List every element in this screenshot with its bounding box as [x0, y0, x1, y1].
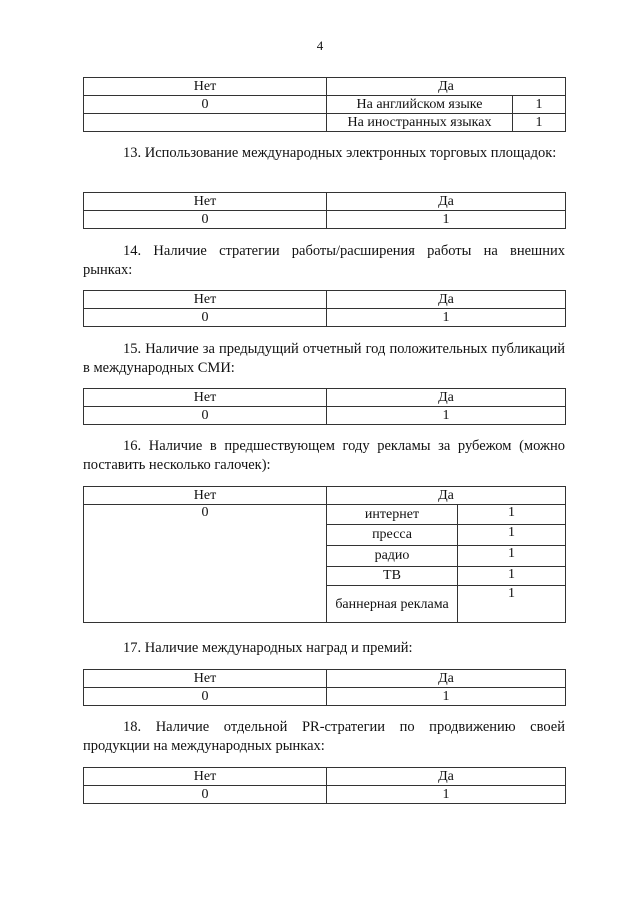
yes-header: Да: [327, 487, 566, 505]
question-18-table: [83, 767, 566, 804]
no-header: Нет: [84, 389, 327, 407]
table-row: [84, 688, 566, 706]
no-value: 0: [84, 211, 327, 229]
yes-header: Да: [327, 78, 566, 96]
table-row: [84, 505, 566, 525]
question-16-text: 16. Наличие в предшествующем году рекламы за рубежом (можно поставить несколько галочек):: [83, 438, 565, 473]
yes-header: Да: [327, 193, 566, 211]
option-value: 1: [458, 546, 566, 567]
table-row: [84, 309, 566, 327]
option-value: 1: [513, 114, 566, 132]
empty-cell: [84, 114, 327, 132]
yes-value: 1: [327, 407, 566, 425]
option-value: 1: [513, 96, 566, 114]
table-row: [84, 670, 566, 688]
option-label: ТВ: [327, 567, 458, 586]
table-row: [84, 389, 566, 407]
table-row: [84, 96, 566, 114]
table-row: [84, 211, 566, 229]
option-label: баннерная реклама: [327, 586, 458, 623]
no-value: 0: [84, 505, 327, 623]
no-header: Нет: [84, 670, 327, 688]
no-value: 0: [84, 309, 327, 327]
option-value: 1: [458, 567, 566, 586]
question-13-text: 13. Использование международных электронных торговых площадок:: [123, 145, 557, 161]
option-label: На иностранных языках: [327, 114, 513, 132]
no-header: Нет: [84, 193, 327, 211]
yes-header: Да: [327, 291, 566, 309]
question-15-text: 15. Наличие за предыдущий отчетный год положительных публикаций в международных СМИ:: [83, 341, 565, 376]
yes-header: Да: [327, 389, 566, 407]
yes-value: 1: [327, 688, 566, 706]
no-header: Нет: [84, 768, 327, 786]
language-table: [83, 77, 566, 132]
table-row: [84, 786, 566, 804]
no-value: 0: [84, 96, 327, 114]
option-value: 1: [458, 525, 566, 546]
question-13-table: [83, 192, 566, 229]
page-number: 4: [316, 38, 324, 53]
table-row: [84, 291, 566, 309]
yes-value: 1: [327, 211, 566, 229]
option-value: 1: [458, 586, 566, 623]
table-row: [84, 114, 566, 132]
question-17-table: [83, 669, 566, 706]
no-header: Нет: [84, 291, 327, 309]
no-header: Нет: [84, 487, 327, 505]
no-value: 0: [84, 688, 327, 706]
question-17-text: 17. Наличие международных наград и премий:: [123, 640, 413, 656]
yes-header: Да: [327, 670, 566, 688]
option-label: На английском языке: [327, 96, 513, 114]
yes-value: 1: [327, 786, 566, 804]
question-18-text: 18. Наличие отдельной PR-стратегии по продвижению своей продукции на международных рынках:: [83, 719, 565, 754]
table-row: [84, 193, 566, 211]
option-label: пресса: [327, 525, 458, 546]
table-row: [84, 407, 566, 425]
question-15-table: [83, 388, 566, 425]
no-header: Нет: [84, 78, 327, 96]
question-14-table: [83, 290, 566, 327]
yes-value: 1: [327, 309, 566, 327]
question-14-text: 14. Наличие стратегии работы/расширения работы на внешних рынках:: [83, 243, 565, 278]
option-label: радио: [327, 546, 458, 567]
table-row: [84, 487, 566, 505]
no-value: 0: [84, 407, 327, 425]
option-value: 1: [458, 505, 566, 525]
table-row: [84, 78, 566, 96]
table-row: [84, 768, 566, 786]
question-16-table: [83, 486, 566, 623]
no-value: 0: [84, 786, 327, 804]
option-label: интернет: [327, 505, 458, 525]
yes-header: Да: [327, 768, 566, 786]
